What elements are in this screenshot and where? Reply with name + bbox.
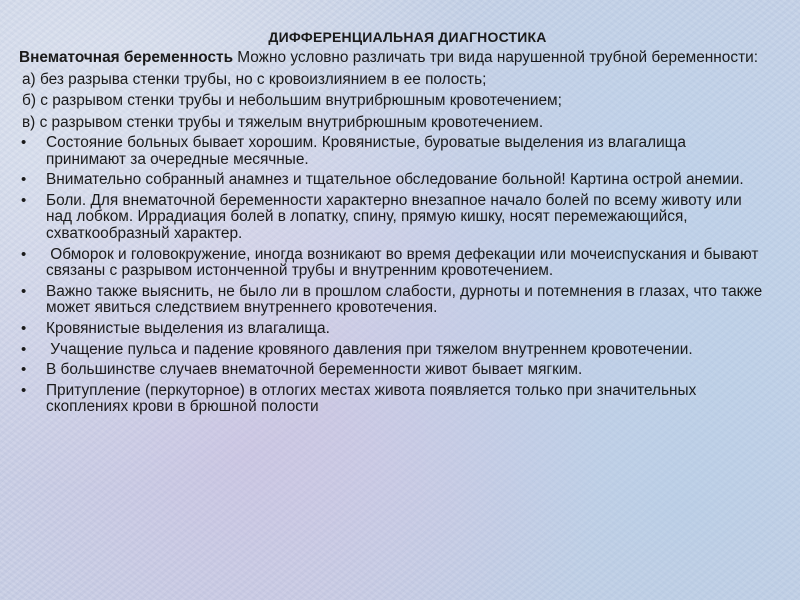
bullet-list bbox=[19, 135, 770, 416]
list-item bbox=[19, 321, 770, 338]
list-item-text: Важно также выяснить, не было ли в прошлом слабости, дурноты и потемнения в глазах, что также может явиться следствием внутреннего кровотечения. bbox=[46, 282, 763, 317]
list-item bbox=[19, 247, 770, 280]
bullet-dot-icon: • bbox=[21, 340, 27, 358]
list-item bbox=[19, 362, 770, 379]
list-item-text: Внимательно собранный анамнез и тщательное обследование больной! Картина острой анемии. bbox=[46, 171, 744, 189]
list-item bbox=[19, 342, 770, 359]
slide-title: ДИФФЕРЕНЦИАЛЬНАЯ ДИАГНОСТИКА bbox=[268, 29, 547, 45]
list-item-text: Притупление (перкуторное) в отлогих местах живота появляется только при значительных скоплениях крови в брюшной полости bbox=[46, 381, 697, 416]
list-item-text: Состояние больных бывает хорошим. Кровянистые, буроватые выделения из влагалища принимают за очередные месячные. bbox=[46, 134, 686, 168]
variant-c: в) с разрывом стенки трубы и тяжелым внутрибрюшным кровотечением. bbox=[22, 113, 544, 131]
list-item-text: В большинстве случаев внематочной беременности живот бывает мягким. bbox=[46, 361, 583, 379]
variant-a: а) без разрыва стенки трубы, но с кровоизлиянием в ее полость; bbox=[22, 70, 487, 88]
bullet-dot-icon: • bbox=[21, 361, 27, 379]
bullet-dot-icon: • bbox=[21, 319, 27, 337]
list-item-text: Учащение пульса и падение кровяного давления при тяжелом внутреннем кровотечении. bbox=[46, 340, 693, 358]
bullet-dot-icon: • bbox=[21, 245, 27, 263]
bullet-dot-icon: • bbox=[21, 191, 27, 209]
list-item-text: Обморок и головокружение, иногда возникают во время дефекации или мочеиспускания и бывают связаны с разрывом истонченной трубы и внутренним кровотечением. bbox=[46, 245, 763, 280]
lead-text: Можно условно различать три вида нарушенной трубной беременности: bbox=[233, 49, 758, 66]
bullet-dot-icon: • bbox=[21, 282, 27, 300]
list-item-text: Кровянистые выделения из влагалища. bbox=[46, 319, 330, 337]
bullet-dot-icon: • bbox=[21, 134, 27, 151]
bullet-dot-icon: • bbox=[21, 381, 27, 399]
list-item bbox=[19, 193, 770, 243]
lead-paragraph bbox=[19, 49, 770, 68]
variant-b: б) с разрывом стенки трубы и небольшим внутрибрюшным кровотечением; bbox=[22, 92, 562, 109]
list-item bbox=[19, 383, 770, 416]
bullet-dot-icon: • bbox=[21, 171, 27, 189]
list-item bbox=[19, 135, 770, 168]
list-item-text: Боли. Для внематочной беременности характерно внезапное начало болей по всему животу или над лобком. Иррадиация болей в лопатку, спину, прямую кишку, носят перемежающийся, схваткообразный характер. bbox=[46, 191, 742, 242]
list-item bbox=[19, 284, 770, 317]
lead-term: Внематочная беременность bbox=[19, 49, 234, 66]
list-item bbox=[19, 172, 770, 189]
